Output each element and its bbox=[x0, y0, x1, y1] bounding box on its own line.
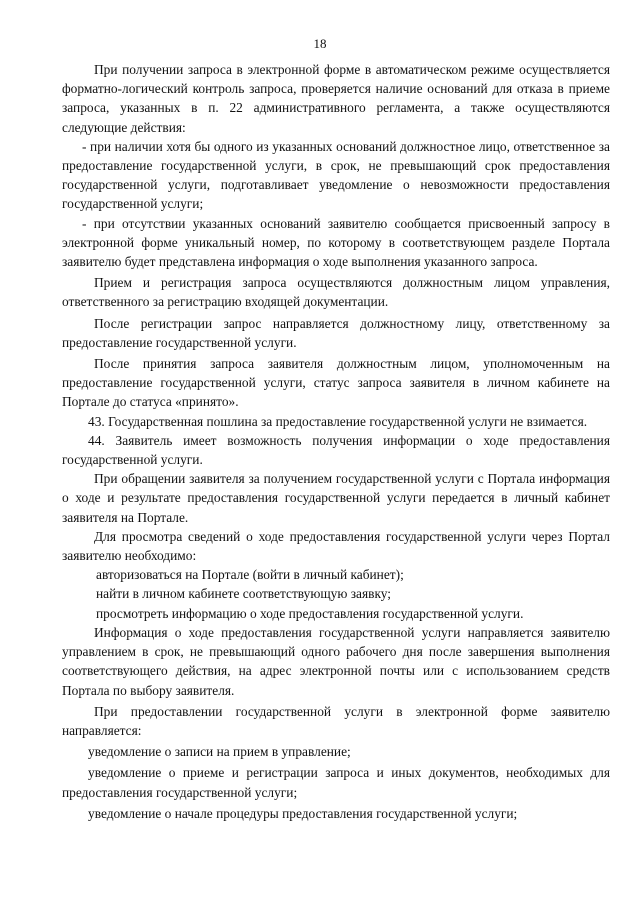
list-item: просмотреть информацию о ходе предоставления государственной услуги. bbox=[96, 605, 524, 621]
paragraph-view-status: Для просмотра сведений о ходе предоставления государственной услуги через Портал заявителю необходимо: bbox=[62, 528, 610, 564]
list-item: уведомление о приеме и регистрации запроса и иных документов, необходимых для предоставления государственной услуги; bbox=[62, 765, 610, 800]
paragraph-progress-info: Информация о ходе предоставления государственной услуги направляется заявителю управлением в срок, не превышающий одного рабочего дня после завершения выполнения соответствующего действия, на адрес электронной почты или с использованием средств Портала по выбору заявителя. bbox=[62, 624, 610, 698]
paragraph-43-fee: 43. Государственная пошлина за предоставление государственной услуги не взимается. bbox=[88, 413, 588, 429]
paragraph-notifications-intro: При предоставлении государственной услуги в электронной форме заявителю направляется: bbox=[62, 703, 610, 738]
list-item: уведомление о начале процедуры предоставления государственной услуги; bbox=[88, 805, 518, 821]
paragraph-reception-registration: Прием и регистрация запроса осуществляются должностным лицом управления, ответственного за регистрацию входящей документации. bbox=[62, 275, 610, 310]
paragraph-grounds-absent: - при отсутствии указанных оснований заявителю сообщается присвоенный запросу в электронной форме уникальный номер, по которому в соответствующем разделе Портала заявителю будет представлена информация о ходе выполнения указанного запроса. bbox=[62, 215, 610, 270]
paragraph-after-registration: После регистрации запрос направляется должностному лицу, ответственному за предоставление государственной услуги. bbox=[62, 315, 610, 350]
paragraph-status-accepted: После принятия запроса заявителя должностным лицом, уполномоченным на предоставление государственной услуги, статус запроса заявителя в личном кабинете на Портале до статуса «принято». bbox=[62, 356, 610, 410]
page-number: 18 bbox=[313, 36, 327, 51]
list-item: найти в личном кабинете соответствующую заявку; bbox=[96, 586, 391, 602]
paragraph-portal-request: При обращении заявителя за получением государственной услуги с Портала информация о ходе и результате предоставления государственной услуги передается в личный кабинет заявителя на Портале. bbox=[62, 471, 610, 525]
document-body bbox=[62, 60, 610, 823]
paragraph-grounds-present: - при наличии хотя бы одного из указанных оснований должностное лицо, ответственное за предоставление государственной услуги, в срок, не превышающий срок предоставления государственной услуги, подготавливает уведомление о невозможности предоставления государственной услуги; bbox=[62, 138, 610, 212]
paragraph-44-info: 44. Заявитель имеет возможность получения информации о ходе предоставления государственной услуги. bbox=[62, 432, 610, 468]
list-item: авторизоваться на Портале (войти в личный кабинет); bbox=[96, 567, 404, 583]
paragraph-electronic-request: При получении запроса в электронной форме в автоматическом режиме осуществляется форматно-логический контроль запроса, проверяется наличие оснований для отказа в приеме запроса, указанных в п. 22 административного регламента, а также осуществляются следующие действия: bbox=[62, 62, 610, 135]
list-item: уведомление о записи на прием в управление; bbox=[88, 744, 351, 760]
